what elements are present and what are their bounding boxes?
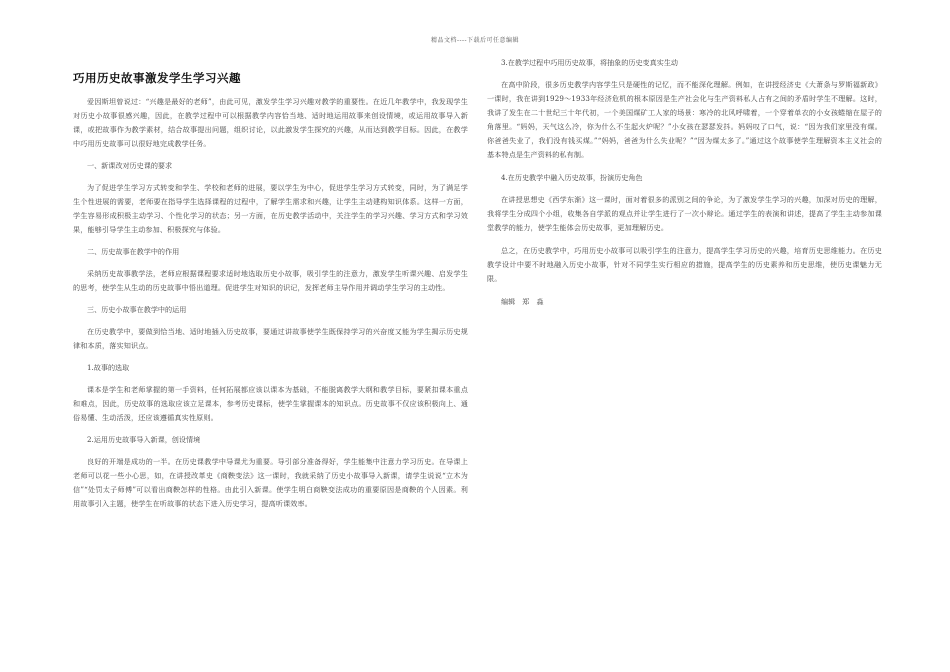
body-paragraph: 在高中阶段，很多历史教学内容学生只是硬性的记忆，而不能深化理解。例如，在讲授经济史《大萧条与罗斯福新政》一课时，我在讲到1929～1933年经济危机的根本原因是生产社会化与生产资料私人占有之间的矛盾时学生不理解。这时，我讲了发生在二十世纪三十年代初，一个美国煤矿工人家的场景：寒冷的北风呼啸着，一个穿着单衣的小女孩蜷缩在屋子的角落里。“妈妈，天气这么冷，你为什么不生起火炉呢？”小女孩在瑟瑟发抖。妈妈叹了口气，说：“因为我们家里没有煤。你爸爸失业了，我们没有钱买煤。”“妈妈，爸爸为什么失业呢？”“因为煤太多了。”通过这个故事使学生理解资本主义社会的基本特点是生产资料的私有制。 (487, 80, 882, 159)
body-paragraph: 为了促进学生学习方式转变和学生、学校和老师的进展，要以学生为中心，促进学生学习方式转变，同时，为了满足学生个性进展的需要，老师要在指导学生选择课程的过程中，了解学生需求和兴趣，让学生主动建构知识体系。这样一方面，学生容易形成积极主动学习、个性化学习的状态；另一方面，在历史教学活动中，关注学生的学习兴趣、学习方式和学习效果，能够引导学生主动参加、积极探究与体验。 (73, 183, 468, 234)
section-heading: 编辑 郑 淼 (501, 297, 544, 306)
body-paragraph: 课本是学生和老师掌握的第一手资料，任何拓展都应该以课本为基础，不能脱离教学大纲和教学目标，要紧扣课本重点和难点，因此，历史故事的选取应该立足课本，参考历史课标，使学生掌握课本的知识点。历史故事不仅应该积极向上、通俗易懂、生动活泼，还应该遵循真实性原则。 (73, 385, 468, 422)
right-column (487, 60, 882, 317)
section-heading: 二、历史故事在教学中的作用 (87, 247, 180, 256)
body-paragraph: 在讲授思想史《西学东渐》这一课时，面对着很多的派别之间的争论，为了激发学生学习的兴趣，加深对历史的理解，我将学生分成四个小组，收集各自学派的观点并让学生进行了一次小辩论。通过学生的表演和讲述，提高了学生主动参加课堂教学的能力，使学生能体会历史故事，更加理解历史。 (487, 195, 882, 232)
section-heading: 三、历史小故事在教学中的运用 (87, 305, 187, 314)
body-paragraph: 良好的开端是成功的一半。在历史课教学中导课尤为重要。导引部分准备得好，学生能集中注意力学习历史。在导课上老师可以花一些小心思，如，在讲授改革史《商鞅变法》这一课时，我就采纳了历史小故事导入新课，请学生说说“立木为信”“处罚太子师傅”可以看出商鞅怎样的性格。由此引入新课。使学生明白商鞅变法成功的重要原因是商鞅的个人因素。利用故事引入主题，使学生在听故事的状态下进入历史学习，提高听课效率。 (73, 457, 468, 508)
section-heading: 1.故事的选取 (87, 363, 130, 372)
body-paragraph: 在历史教学中，要做到恰当地、适时地插入历史故事，要通过讲故事使学生既保持学习的兴奋度又能为学生揭示历史规律和本质，落实知识点。 (73, 327, 468, 350)
page-header-note: 精品文档----下载后可任意编辑 (430, 37, 520, 44)
section-heading: 一、新课改对历史课的要求 (87, 161, 173, 170)
left-column-body (73, 95, 468, 511)
body-paragraph: 总之，在历史教学中，巧用历史小故事可以吸引学生的注意力，提高学生学习历史的兴趣，培育历史思维能力。在历史教学设计中要不时地融入历史小故事，针对不同学生实行相应的措施，提高学生的历史素养和历史思维，使历史课魅力无限。 (487, 246, 882, 283)
body-paragraph: 爱因斯坦曾说过：“兴趣是最好的老师”，由此可见，激发学生学习兴趣对教学的重要性。在近几年教学中，我发现学生对历史小故事很感兴趣，因此，在教学过程中可以根据教学内容恰当地、适时地运用故事来创设情境，或运用故事导入新课，或把故事作为教学素材，结合故事提出问题，组织讨论，以此激发学生探究的兴趣，从而达到教学目标。因此，在教学中巧用历史故事可以很好地完成教学任务。 (73, 97, 468, 148)
document-title: 巧用历史故事激发学生学习兴趣 (73, 71, 241, 85)
left-column (73, 60, 468, 519)
body-paragraph: 采纳历史故事教学法，老师应根据课程要求适时地选取历史小故事，吸引学生的注意力，激发学生听课兴趣、启发学生的思考，使学生从生动的历史故事中悟出道理。促进学生对知识的识记，发挥老师主导作用并调动学生学习的主动性。 (73, 269, 468, 292)
section-heading: 3.在教学过程中巧用历史故事，将抽象的历史变真实生动 (501, 58, 679, 67)
right-column-body (487, 56, 882, 309)
section-heading: 2.运用历史故事导入新课，创设情境 (87, 435, 201, 444)
section-heading: 4.在历史教学中融入历史故事，扮演历史角色 (501, 173, 643, 182)
